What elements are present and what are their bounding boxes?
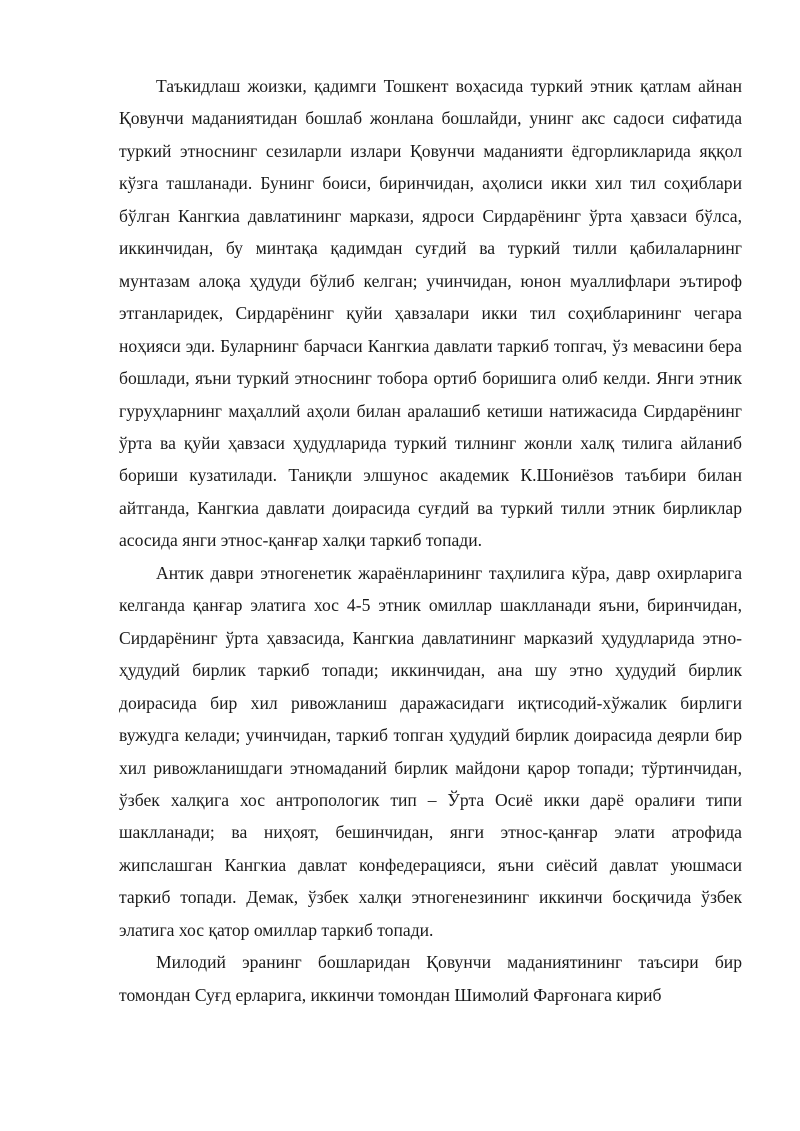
paragraph-1: Таъкидлаш жоизки, қадимги Тошкент воҳасида туркий этник қатлам айнан Қовунчи маданиятидан бошлаб жонлана бошлайди, унинг акс садоси сифатида туркий этноснинг сезиларли излари Қовунчи маданияти ёдгорликларида яққол кўзга ташланади. Бунинг боиси, биринчидан, аҳолиси икки хил тил соҳиблари бўлган Кангкиа давлатининг маркази, ядроси Сирдарёнинг ўрта ҳавзаси бўлса, иккинчидан, бу минтақа қадимдан суғдий ва туркий тилли қабилаларнинг мунтазам алоқа ҳудуди бўлиб келган; учинчидан, юнон муаллифлари эътироф этганларидек, Сирдарёнинг қуйи ҳавзалари икки тил соҳибларининг чегара ноҳияси эди. Буларнинг барчаси Кангкиа давлати таркиб топгач, ўз мевасини бера бошлади, яъни туркий этноснинг тобора ортиб боришига олиб келди. Янги этник гуруҳларнинг маҳаллий аҳоли билан аралашиб кетиши натижасида Сирдарёнинг ўрта ва қуйи ҳавзаси ҳудудларида туркий тилнинг жонли халқ тилига айланиб бориши кузатилади. Таниқли элшунос академик К.Шониёзов таъбири билан айтганда, Кангкиа давлати доирасида суғдий ва туркий тилли этник бирликлар асосида янги этнос-қанғар халқи таркиб топади. xyxy=(119,76,742,551)
document-body xyxy=(119,70,742,1011)
paragraph-2: Антик даври этногенетик жараёнларининг таҳлилига кўра, давр охирларига келганда қанғар элатига хос 4-5 этник омиллар шаклланади яъни, биринчидан, Сирдарёнинг ўрта ҳавзасида, Кангкиа давлатининг марказий ҳудудларида этно-ҳудудий бирлик таркиб топади; иккинчидан, ана шу этно ҳудудий бирлик доирасида бир хил ривожланиш даражасидаги иқтисодий-хўжалик бирлиги вужудга келади; учинчидан, таркиб топган ҳудудий бирлик доирасида деярли бир хил ривожланишдаги этномаданий бирлик майдони қарор топади; тўртинчидан, ўзбек халқига хос антропологик тип – Ўрта Осиё икки дарё оралиғи типи шаклланади; ва ниҳоят, бешинчидан, янги этнос-қанғар элати атрофида жипслашган Кангкиа давлат конфедерацияси, яъни сиёсий давлат уюшмаси таркиб топади. Демак, ўзбек халқи этногенезининг иккинчи босқичида ўзбек элатига хос қатор омиллар таркиб топади. xyxy=(119,562,742,940)
paragraph-3: Милодий эранинг бошларидан Қовунчи маданиятининг таъсири бир томондан Суғд ерларига, иккинчи томондан Шимолий Фарғонага кириб xyxy=(119,952,742,1005)
